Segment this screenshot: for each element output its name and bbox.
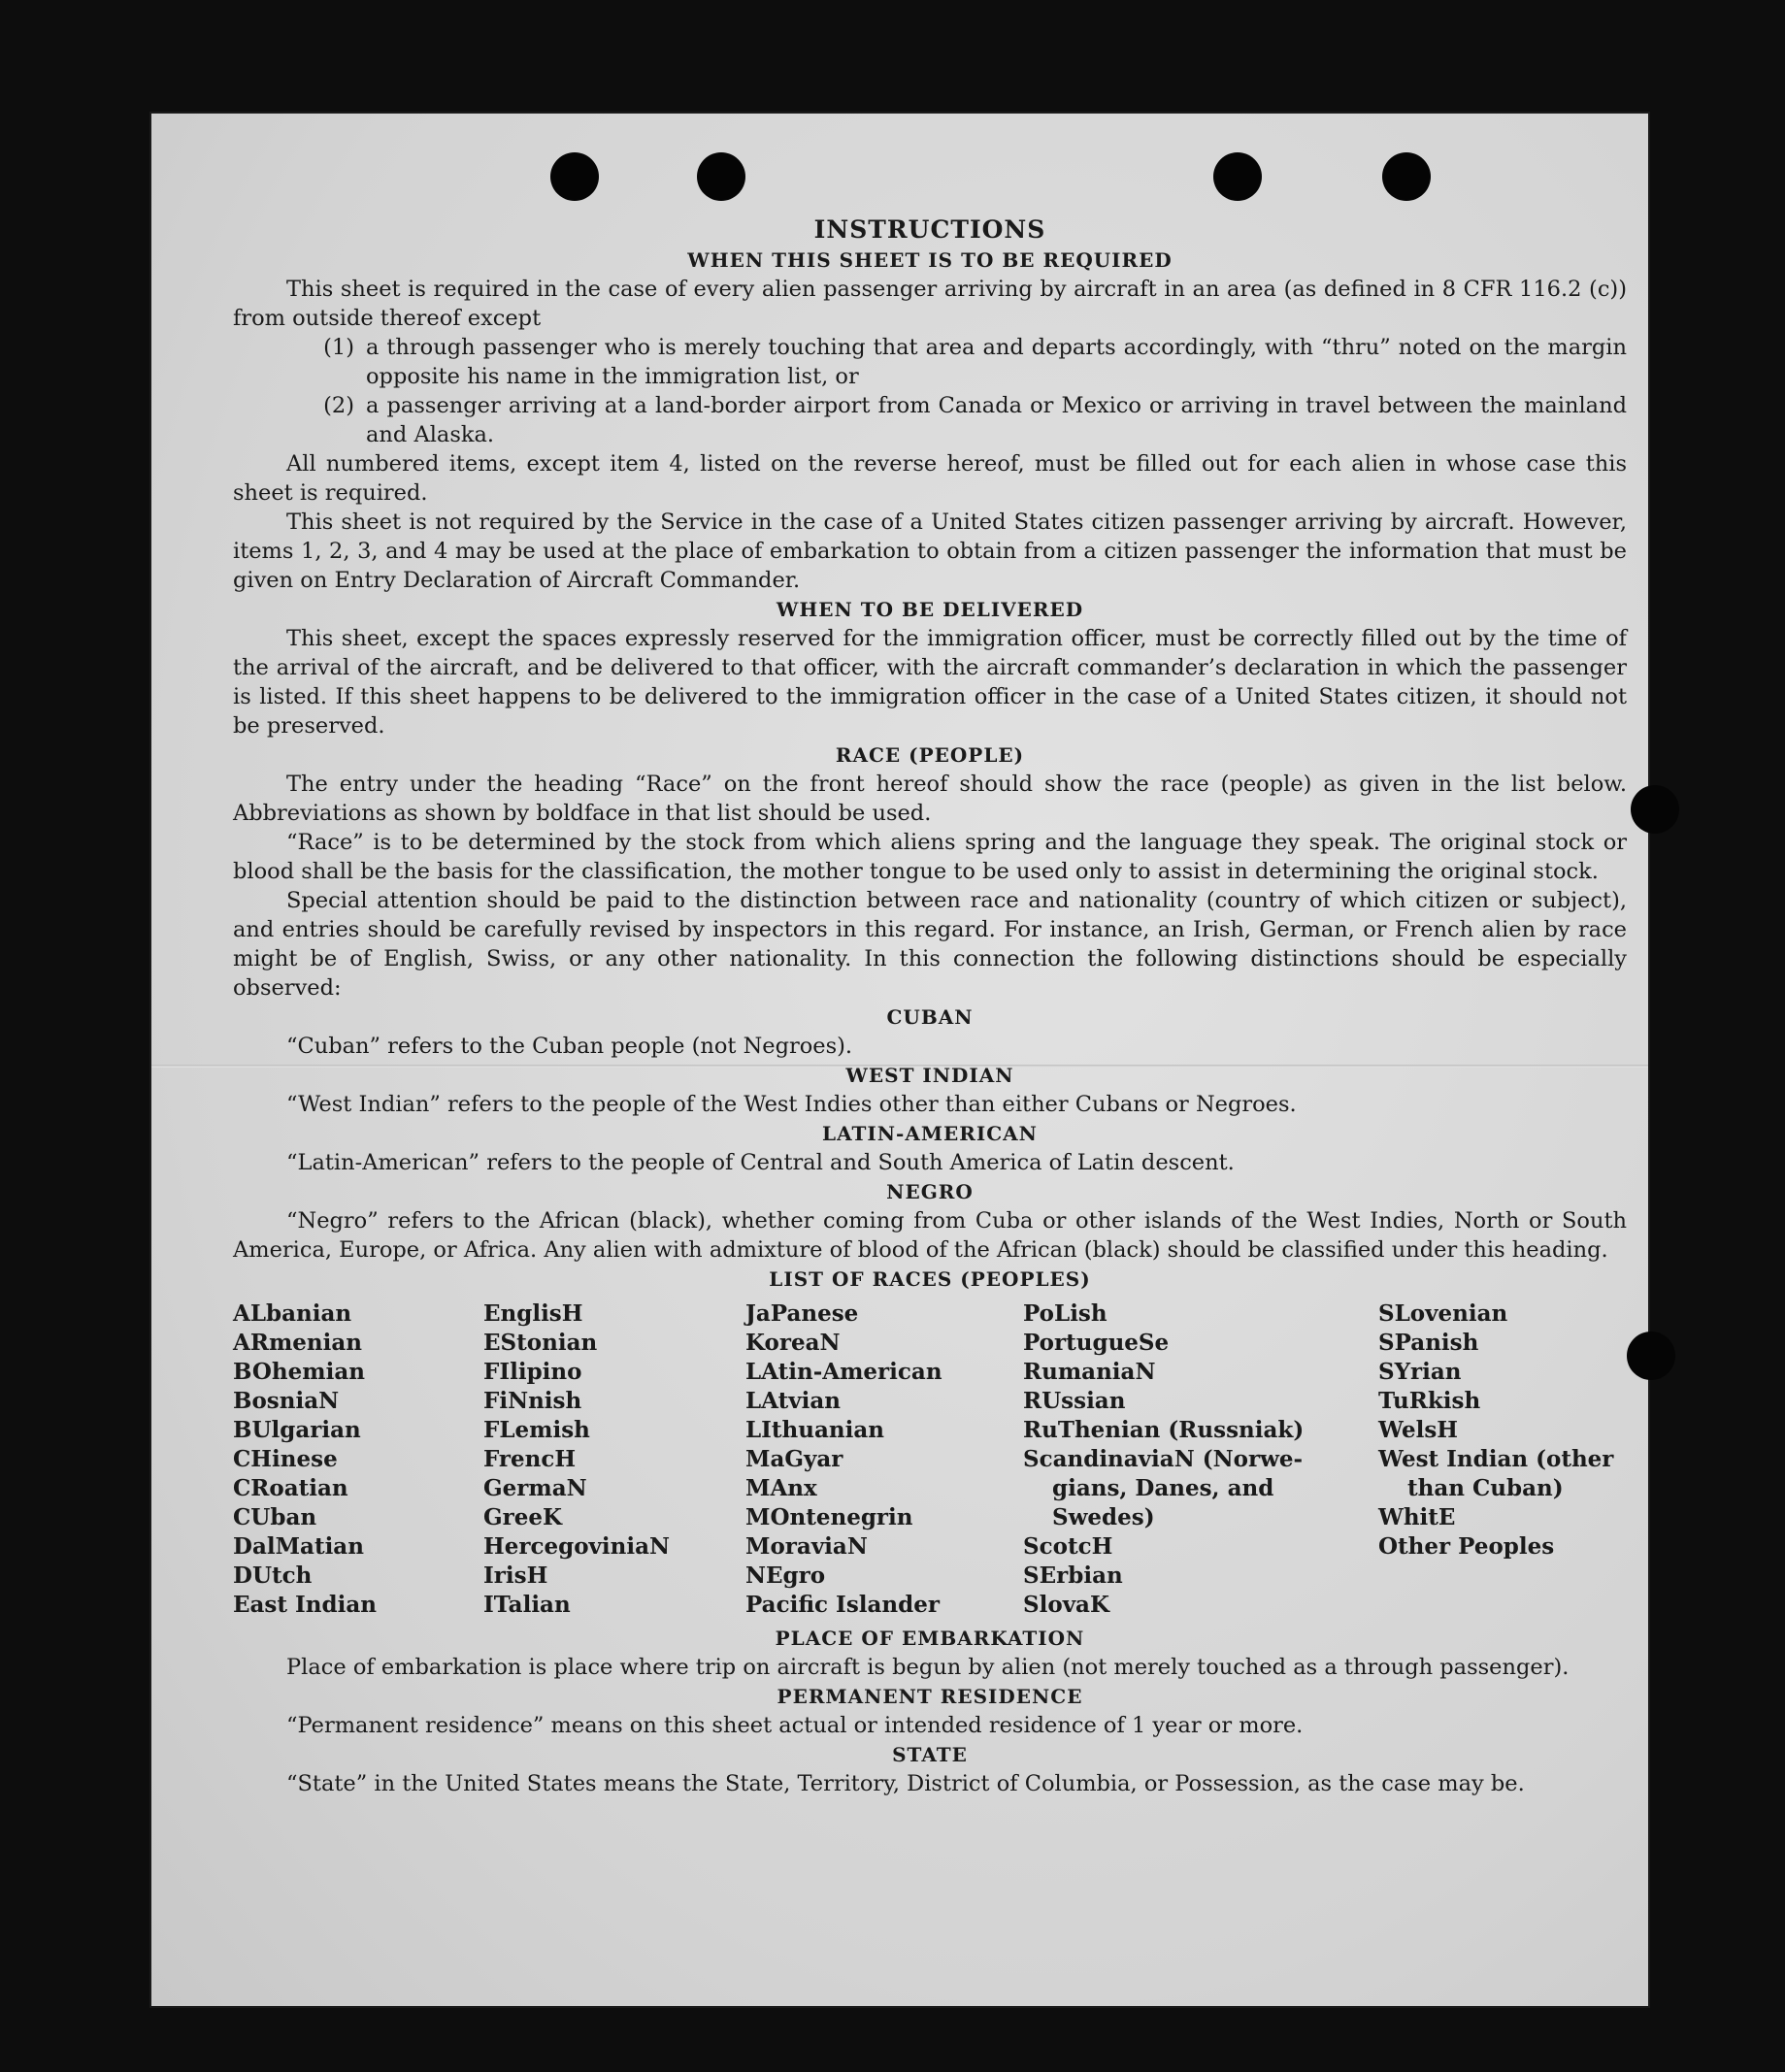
race-entry: BOhemian — [233, 1359, 365, 1385]
race-entry: CHinese — [233, 1446, 338, 1472]
heading-negro: NEGRO — [886, 1180, 974, 1203]
race-entry: DalMatian — [233, 1533, 364, 1560]
punch-hole — [550, 152, 599, 201]
document-sheet — [151, 114, 1648, 2006]
race-entry: Other Peoples — [1378, 1533, 1555, 1560]
exception-item — [233, 333, 1627, 391]
races-column — [233, 1299, 483, 1620]
race-entry: MOntenegrin — [745, 1504, 913, 1530]
race-entry: than Cuban) — [1407, 1475, 1564, 1501]
race-entry: SErbian — [1023, 1562, 1123, 1589]
race-entry: BosniaN — [233, 1388, 340, 1414]
race-entry: ARmenian — [233, 1330, 363, 1356]
punch-hole — [1631, 785, 1679, 834]
exception-text: a passenger arriving at a land-border airport from Canada or Mexico or arriving in travel between the mainland and Alaska. — [366, 393, 1627, 447]
race-entry: PoLish — [1023, 1300, 1107, 1327]
races-group — [1023, 1474, 1378, 1532]
race-entry: FLemish — [483, 1417, 590, 1443]
race-entry: FiNnish — [483, 1388, 582, 1414]
negro-text: “Negro” refers to the African (black), whether coming from Cuba or other islands of the West Indies, North or South America, Europe, or Africa. Any alien with admixture of blood of the African (black) should be classified under this heading. — [233, 1208, 1627, 1263]
place-of-embarkation-text: Place of embarkation is place where trip on aircraft is begun by alien (not merely touched as a through passenger). — [286, 1655, 1570, 1680]
instructions-content — [233, 214, 1627, 1798]
section-heading-required: WHEN THIS SHEET IS TO BE REQUIRED — [687, 248, 1173, 272]
race-entry: SYrian — [1378, 1359, 1462, 1385]
cuban-text: “Cuban” refers to the Cuban people (not Negroes). — [286, 1034, 853, 1059]
heading-west-indian: WEST INDIAN — [845, 1064, 1014, 1087]
punch-hole — [1627, 1332, 1675, 1380]
state-text: “State” in the United States means the State, Territory, District of Columbia, or Possession, as the case may be. — [286, 1771, 1525, 1796]
heading-state: STATE — [892, 1743, 968, 1766]
race-entry: KoreaN — [745, 1330, 841, 1356]
required-paragraph-3: This sheet is not required by the Service in the case of a United States citizen passenger arriving by aircraft. However, items 1, 2, 3, and 4 may be used at the place of embarkation to obtain from a citizen passenger the information that must be given on Entry Declaration of Aircraft Commander. — [233, 510, 1627, 593]
punch-hole — [697, 152, 745, 201]
heading-place-of-embarkation: PLACE OF EMBARKATION — [775, 1627, 1085, 1650]
section-heading-race: RACE (PEOPLE) — [835, 743, 1025, 767]
race-entry: NEgro — [745, 1562, 826, 1589]
race-entry: Pacific Islander — [745, 1592, 940, 1618]
race-entry: HercegoviniaN — [483, 1533, 671, 1560]
race-entry: IrisH — [483, 1562, 548, 1589]
races-column — [1378, 1299, 1627, 1620]
race-entry: MaGyar — [745, 1446, 843, 1472]
race-entry: WhitE — [1378, 1504, 1456, 1530]
race-entry: CUban — [233, 1504, 317, 1530]
race-entry: LAtin-American — [745, 1359, 942, 1385]
races-list — [233, 1299, 1627, 1620]
exception-item — [233, 391, 1627, 449]
race-entry: ITalian — [483, 1592, 571, 1618]
race-entry: LIthuanian — [745, 1417, 884, 1443]
race-paragraph-1: The entry under the heading “Race” on the front hereof should show the race (people) as given in the list below. Abbreviations as shown by boldface in that list should be used. — [233, 772, 1627, 826]
race-entry: SLovenian — [1378, 1300, 1508, 1327]
section-heading-delivered: WHEN TO BE DELIVERED — [776, 598, 1084, 621]
required-intro: This sheet is required in the case of every alien passenger arriving by aircraft in an area (as defined in 8 CFR 116.2 (c)) from outside thereof except — [233, 277, 1627, 331]
required-paragraph-2: All numbered items, except item 4, listed on the reverse hereof, must be filled out for each alien in whose case this sheet is required. — [233, 451, 1627, 506]
race-entry: SPanish — [1378, 1330, 1479, 1356]
race-entry: WelsH — [1378, 1417, 1459, 1443]
race-entry: JaPanese — [745, 1300, 859, 1327]
race-entry: EnglisH — [483, 1300, 583, 1327]
races-group — [1378, 1474, 1627, 1503]
race-entry: DUtch — [233, 1562, 313, 1589]
race-entry: EStonian — [483, 1330, 598, 1356]
west-indian-text: “West Indian” refers to the people of the West Indies other than either Cubans or Negroes. — [286, 1092, 1297, 1117]
race-entry: GreeK — [483, 1504, 563, 1530]
races-column — [745, 1299, 1023, 1620]
race-entry: FIlipino — [483, 1359, 582, 1385]
punch-hole — [1382, 152, 1431, 201]
race-entry: SlovaK — [1023, 1592, 1109, 1618]
exception-number: (2) — [323, 393, 354, 418]
exception-text: a through passenger who is merely touching that area and departs accordingly, with “thru” noted on the margin opposite his name in the immigration list, or — [366, 335, 1627, 389]
races-column — [1023, 1299, 1378, 1620]
race-entry: LAtvian — [745, 1388, 841, 1414]
heading-latin-american: LATIN-AMERICAN — [822, 1122, 1038, 1145]
race-entry: RUssian — [1023, 1388, 1126, 1414]
race-paragraph-2: “Race” is to be determined by the stock from which aliens spring and the language they speak. The original stock or blood shall be the basis for the classification, the mother tongue to be used only to assist in determining the original stock. — [233, 830, 1627, 884]
heading-permanent-residence: PERMANENT RESIDENCE — [777, 1685, 1083, 1708]
latin-american-text: “Latin-American” refers to the people of Central and South America of Latin descent. — [286, 1150, 1235, 1175]
permanent-residence-text: “Permanent residence” means on this sheet actual or intended residence of 1 year or more. — [286, 1713, 1304, 1738]
race-entry: East Indian — [233, 1592, 377, 1618]
punch-hole — [1213, 152, 1262, 201]
race-entry: GermaN — [483, 1475, 587, 1501]
race-entry: MAnx — [745, 1475, 817, 1501]
races-group — [1378, 1503, 1627, 1562]
race-entry: PortugueSe — [1023, 1330, 1170, 1356]
race-entry: Swedes) — [1052, 1504, 1155, 1530]
races-column — [483, 1299, 745, 1620]
race-entry: FrencH — [483, 1446, 577, 1472]
races-group — [1023, 1532, 1378, 1620]
heading-cuban: CUBAN — [886, 1005, 974, 1029]
race-entry: West Indian (other — [1378, 1446, 1614, 1472]
delivered-paragraph: This sheet, except the spaces expressly reserved for the immigration officer, must be correctly filled out by the time of the arrival of the aircraft, and be delivered to that officer, with the aircraft commander’s declaration in which the passenger is listed. If this sheet happens to be delivered to the immigration officer in the case of a United States citizen, it should not be preserved. — [233, 626, 1627, 739]
races-group — [1378, 1299, 1627, 1474]
race-entry: ScotcH — [1023, 1533, 1113, 1560]
race-entry: MoraviaN — [745, 1533, 868, 1560]
race-paragraph-3: Special attention should be paid to the distinction between race and nationality (country of which citizen or subject), and entries should be carefully revised by inspectors in this regard. For instance, an Irish, German, or French alien by race might be of English, Swiss, or any other nationality. In this connection the following distinctions should be especially observed: — [233, 888, 1627, 1001]
race-entry: ScandinaviaN (Norwe- — [1023, 1446, 1304, 1472]
race-entry: ALbanian — [233, 1300, 352, 1327]
races-list-heading: LIST OF RACES (PEOPLES) — [769, 1267, 1091, 1291]
race-entry: CRoatian — [233, 1475, 348, 1501]
race-entry: RumaniaN — [1023, 1359, 1156, 1385]
race-entry: gians, Danes, and — [1052, 1475, 1274, 1501]
race-entry: TuRkish — [1378, 1388, 1481, 1414]
races-group — [1023, 1299, 1378, 1474]
race-entry: BUlgarian — [233, 1417, 361, 1443]
page-title: INSTRUCTIONS — [813, 215, 1046, 244]
exception-number: (1) — [323, 335, 354, 360]
race-entry: RuThenian (Russniak) — [1023, 1417, 1305, 1443]
